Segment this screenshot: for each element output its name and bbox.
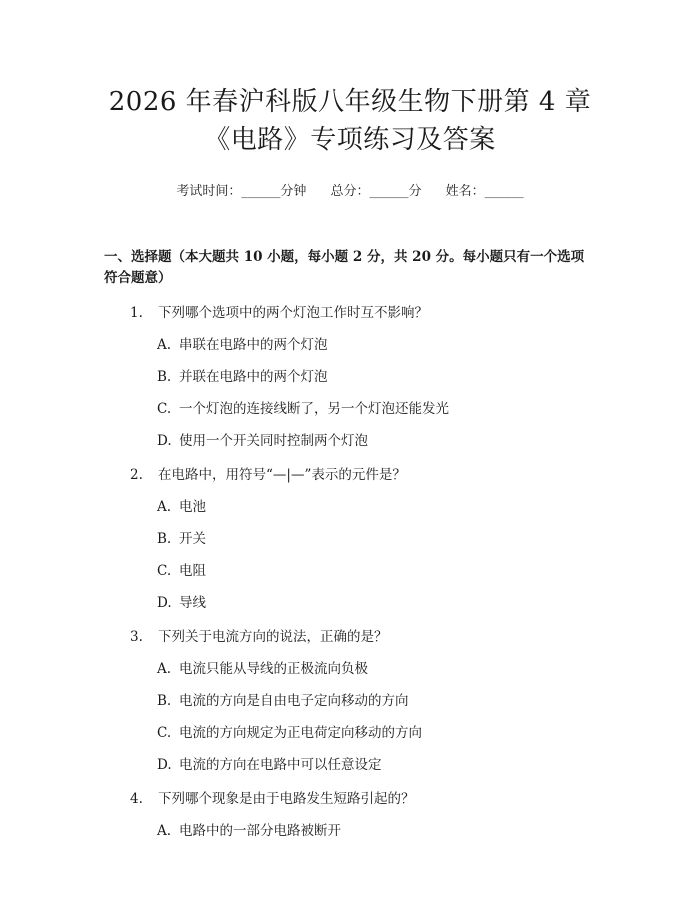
option-text: 使用一个开关同时控制两个灯泡 [179, 433, 368, 449]
total-score-field: 总分：______分 [330, 184, 422, 199]
option-letter: D. [157, 757, 172, 773]
question [104, 789, 596, 809]
option-letter: D. [157, 595, 172, 611]
option-letter: B. [157, 693, 172, 709]
option-letter: A. [157, 337, 172, 353]
answer-option [104, 821, 596, 841]
question [104, 303, 596, 323]
exam-info-line [104, 182, 596, 202]
question-number: 3. [130, 629, 143, 645]
option-text: 串联在电路中的两个灯泡 [179, 337, 328, 353]
option-letter: C. [157, 725, 172, 741]
option-letter: A. [157, 823, 172, 839]
option-letter: A. [157, 499, 172, 515]
question-number: 2. [130, 467, 143, 483]
answer-option [104, 593, 596, 613]
question-number: 4. [130, 791, 143, 807]
answer-option [104, 659, 596, 679]
exam-time-field: 考试时间：______分钟 [176, 184, 307, 199]
option-text: 电路中的一部分电路被断开 [179, 823, 341, 839]
question-text: 下列哪个现象是由于电路发生短路引起的？ [158, 791, 415, 807]
question-text: 下列哪个选项中的两个灯泡工作时互不影响？ [158, 305, 428, 321]
option-text: 电阻 [179, 563, 206, 579]
answer-option [104, 561, 596, 581]
question-text: 下列关于电流方向的说法，正确的是？ [158, 629, 388, 645]
option-letter: B. [157, 369, 172, 385]
question-text: 在电路中，用符号“—|—”表示的元件是？ [158, 467, 406, 483]
question [104, 465, 596, 485]
option-letter: D. [157, 433, 172, 449]
option-text: 电流只能从导线的正极流向负极 [179, 661, 368, 677]
student-name-field: 姓名：______ [445, 184, 524, 199]
option-text: 并联在电路中的两个灯泡 [179, 369, 328, 385]
option-text: 电池 [179, 499, 206, 515]
question [104, 627, 596, 647]
answer-option [104, 755, 596, 775]
answer-option [104, 367, 596, 387]
answer-option [104, 723, 596, 743]
option-text: 电流的方向是自由电子定向移动的方向 [179, 693, 409, 709]
answer-option [104, 529, 596, 549]
answer-option [104, 399, 596, 419]
answer-option [104, 691, 596, 711]
option-text: 一个灯泡的连接线断了，另一个灯泡还能发光 [179, 401, 449, 417]
page-title: 2026 年春沪科版八年级生物下册第 4 章《电路》专项练习及答案 [108, 87, 592, 155]
answer-option [104, 497, 596, 517]
option-letter: A. [157, 661, 172, 677]
answer-option [104, 335, 596, 355]
option-letter: B. [157, 531, 172, 547]
option-letter: C. [157, 401, 172, 417]
option-text: 电流的方向规定为正电荷定向移动的方向 [179, 725, 422, 741]
option-letter: C. [157, 563, 172, 579]
option-text: 开关 [179, 531, 206, 547]
section-heading: 一、选择题（本大题共 10 小题，每小题 2 分，共 20 分。每小题只有一个选项符合题意） [104, 249, 585, 286]
question-number: 1. [130, 305, 143, 321]
option-text: 导线 [179, 595, 206, 611]
answer-option [104, 431, 596, 451]
option-text: 电流的方向在电路中可以任意设定 [179, 757, 382, 773]
